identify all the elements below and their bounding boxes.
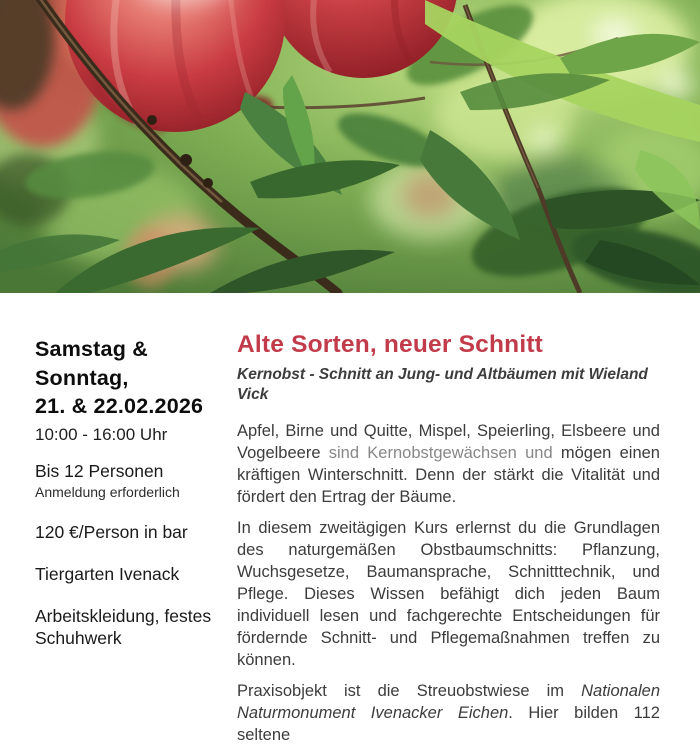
- intro-paragraph-part1: Apfel, Birne und Quitte, Mispel, Speierling, Elsbeere und Vogelbeere: [237, 422, 660, 462]
- event-date-line3: 21. & 22.02.2026: [35, 394, 204, 418]
- intro-paragraph-muted: sind Kernobstgewächsen und: [320, 444, 561, 462]
- intro-paragraph-part2: mögen einen kräftigen Winterschnitt. Denn der stärkt die Vitalität und fördert den Ertrag der Bäume.: [237, 444, 660, 506]
- event-clothing-note: Arbeitskleidung, festes Schuhwerk: [35, 605, 212, 648]
- apple-orchard-illustration: [0, 0, 700, 293]
- registration-note: Anmeldung erforderlich: [35, 483, 180, 500]
- event-date-line1: Samstag &: [35, 337, 148, 361]
- event-date-line2: Sonntag,: [35, 365, 129, 390]
- event-date: [35, 335, 217, 421]
- event-time: 10:00 - 16:00 Uhr: [35, 424, 168, 444]
- practice-paragraph-monument-name: Nationalen Naturmonument Ivenacker Eichen: [237, 682, 660, 722]
- practice-paragraph-part1: Praxisobjekt ist die Streuobstwiese im: [237, 682, 582, 700]
- event-capacity: Bis 12 Personen: [35, 460, 164, 481]
- flyer-body: [0, 293, 700, 755]
- page-subtitle: Kernobst - Schnitt an Jung- und Altbäumen mit Wieland Vick: [237, 366, 648, 403]
- apple-orchard-photo: [0, 0, 700, 293]
- description-column: [237, 330, 660, 755]
- event-details-column: [35, 330, 217, 649]
- intro-paragraph: [237, 420, 660, 508]
- page-title: Alte Sorten, neuer Schnitt: [237, 331, 544, 358]
- practice-paragraph: [237, 680, 660, 746]
- event-location: Tiergarten Ivenack: [35, 563, 180, 584]
- course-paragraph: In diesem zweitägigen Kurs erlernst du die Grundlagen des naturgemäßen Obstbaumschnitts: Pflanzung, Wuchsgesetze, Baumansprache, Schnitttechnik, und Pflege. Dieses Wissen befähigt dich jeden Baum individuell lesen und fachgerechte Entscheidungen für fördernde Schnitt- und Pflegemaßnahmen treffen zu können.: [237, 519, 660, 669]
- event-capacity-block: [35, 460, 217, 501]
- practice-paragraph-part2: . Hier bilden 112 seltene: [237, 704, 660, 744]
- event-price: 120 €/Person in bar: [35, 521, 188, 542]
